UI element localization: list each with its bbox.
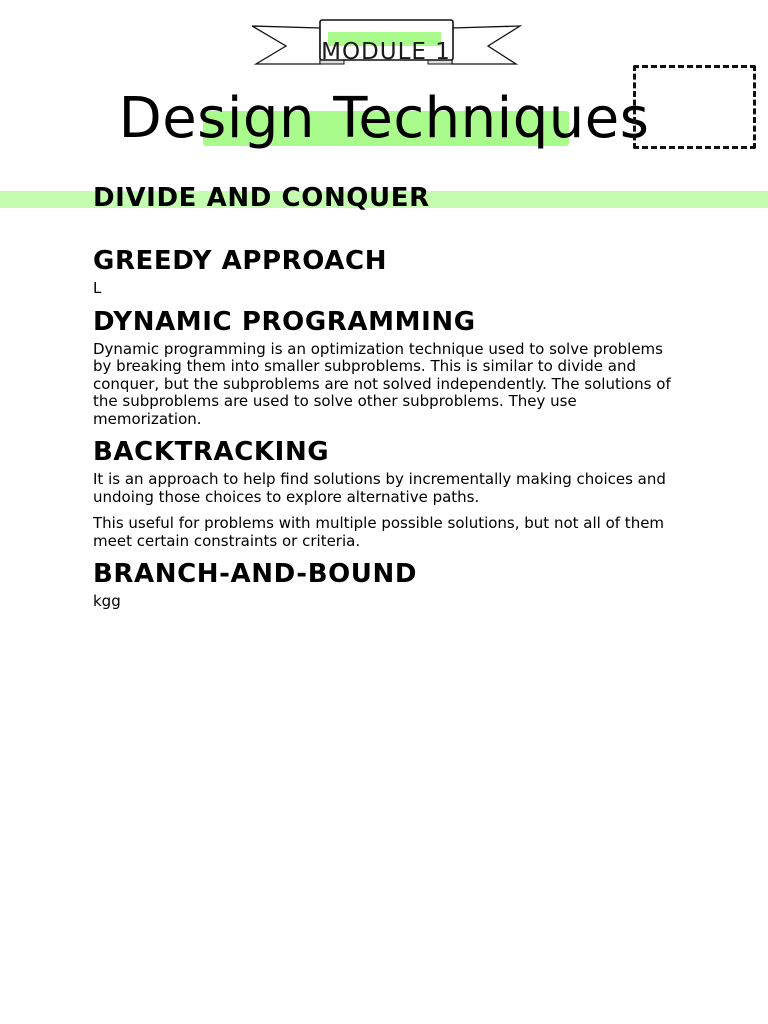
dashed-box xyxy=(633,65,756,149)
module-label: MODULE 1 xyxy=(321,39,451,62)
paragraph-dynamic-programming: Dynamic programming is an optimization technique used to solve problems by breaking them into smaller subproblems. This is similar to divide and conquer, but the subproblems are not solved independently. The solutions of the subproblems are used to solve other subproblems. They use memorization. xyxy=(93,339,671,428)
paragraph-greedy-approach: L xyxy=(93,279,102,297)
module-banner xyxy=(248,16,524,70)
paragraph-backtracking-2: This useful for problems with multiple possible solutions, but not all of them meet certain constraints or criteria. xyxy=(93,514,665,550)
paragraph-backtracking-1: It is an approach to help find solutions by incrementally making choices and undoing those choices to explore alternative paths. xyxy=(93,470,666,506)
heading-divide-and-conquer: DIVIDE AND CONQUER xyxy=(93,183,430,213)
heading-dynamic-programming: DYNAMIC PROGRAMMING xyxy=(93,306,476,337)
document-body xyxy=(93,180,673,611)
heading-branch-and-bound: BRANCH-AND-BOUND xyxy=(93,559,418,589)
page-title: Design Techniques xyxy=(118,86,650,151)
heading-backtracking: BACKTRACKING xyxy=(93,437,330,467)
heading-greedy-approach: GREEDY APPROACH xyxy=(93,246,388,276)
paragraph-branch-and-bound: kgg xyxy=(93,592,121,610)
